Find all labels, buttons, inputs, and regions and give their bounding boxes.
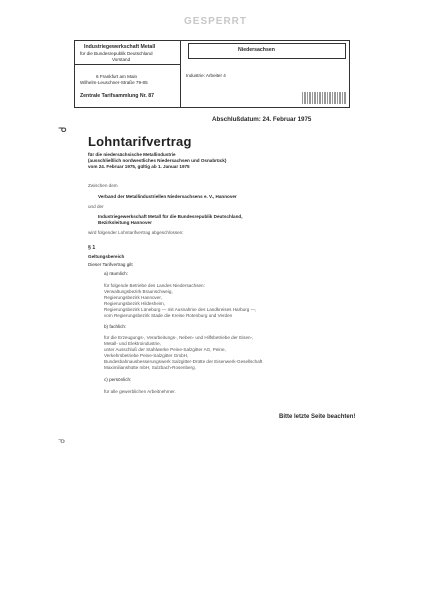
section-c-label: c) persönlich:	[104, 377, 132, 382]
section-b-line: Maximilianshütte mbH, Sulzbach-Rosenberg.	[104, 365, 196, 370]
abschluss-datum: Abschlußdatum: 24. Februar 1975	[212, 116, 312, 123]
gilt-text: Dieser Tarifvertrag gilt	[88, 262, 133, 267]
land-label: Niedersachsen	[238, 47, 275, 53]
section-a-line: vom Regierungsbezirk Stade die Kreise Rotenburg und Verden	[104, 313, 233, 318]
section-a-line: für folgende Betriebe des Landes Niedersachsen:	[104, 283, 205, 288]
org-vorstand: Vorstand	[112, 57, 131, 62]
section-a-line: Regierungsbezirk Hildesheim,	[104, 301, 166, 306]
header-divider-h	[74, 64, 181, 65]
section-b-label: b) fachlich:	[104, 324, 127, 329]
org-address-city: 6 Frankfurt am Main	[96, 74, 138, 79]
barcode	[302, 92, 346, 104]
section-b-line: Verkehrsbetriebe Peine-Salzgitter GmbH,	[104, 353, 189, 358]
section-b-line: unter Ausschluß der Stahlwerke Peine-Salzgitter AG, Peine,	[104, 347, 226, 352]
section-a-label: a) räumlich:	[104, 271, 128, 276]
subtitle-line-3: vom 24. Februar 1975, gültig ab 1. Januar 1975	[88, 164, 190, 169]
document-title: Lohntarifvertrag	[88, 134, 192, 149]
party-2-line-1: Industriegewerkschaft Metall für die Bundesrepublik Deutschland,	[98, 214, 243, 219]
und-text: und der	[88, 204, 104, 209]
subtitle-line-1: für die niedersächsische Metallindustrie	[88, 152, 176, 157]
org-subtitle: für die Bundesrepublik Deutschland	[80, 51, 153, 56]
zwischen-text: Zwischen dem	[88, 183, 118, 188]
party-2-line-2: Bezirksleitung Hannover	[98, 220, 152, 225]
tarifsammlung-label: Zentrale Tarifsammlung Nr. 87	[80, 93, 154, 99]
margin-mark: ᓀ	[58, 124, 67, 135]
section-b-line: für die Erzeugungs-, Verarbeitungs-, Neben- und Hilfsbetriebe der Eisen-,	[104, 335, 254, 340]
last-page-notice: Bitte letzte Seite beachten!	[279, 414, 356, 420]
section-a-line: Regierungsbezirk Hannover,	[104, 295, 162, 300]
section-c-line: für alle gewerblichen Arbeitnehmer.	[104, 389, 176, 394]
party-1: Verband der Metallindustriellen Niedersachsens e. V., Hannover	[98, 194, 237, 199]
header-divider	[180, 40, 181, 107]
org-name: Industriegewerkschaft Metall	[84, 44, 156, 50]
org-address-street: Wilhelm-Leuschner-Straße 79-85	[80, 80, 148, 85]
section-a-line: Verwaltungsbezirk Braunschweig,	[104, 289, 173, 294]
subtitle-line-2: (ausschließlich nordwestliches Niedersachsen und Osnabrück)	[88, 158, 227, 163]
section-b-line: Metall- und Elektroindustrie,	[104, 341, 161, 346]
section-b-line: Bundesbahnausbesserungswerk Salzgitter-Drütte der Eisenwerk-Gesellschaft	[104, 359, 263, 364]
margin-mark: ᓀ	[58, 436, 65, 445]
section-a-line: Regierungsbezirk Lüneburg — mit Ausnahme des Landkreises Harburg —,	[104, 307, 257, 312]
geltungsbereich-heading: Geltungsbereich	[88, 254, 125, 259]
faded-stamp: GESPERRT	[184, 16, 248, 27]
abgeschlossen-text: wird folgender Lohntarifvertrag abgeschlossen:	[88, 230, 184, 235]
branche-label: Industrie: Arbeiter 4	[186, 73, 226, 78]
paragraph-1: § 1	[88, 245, 96, 251]
